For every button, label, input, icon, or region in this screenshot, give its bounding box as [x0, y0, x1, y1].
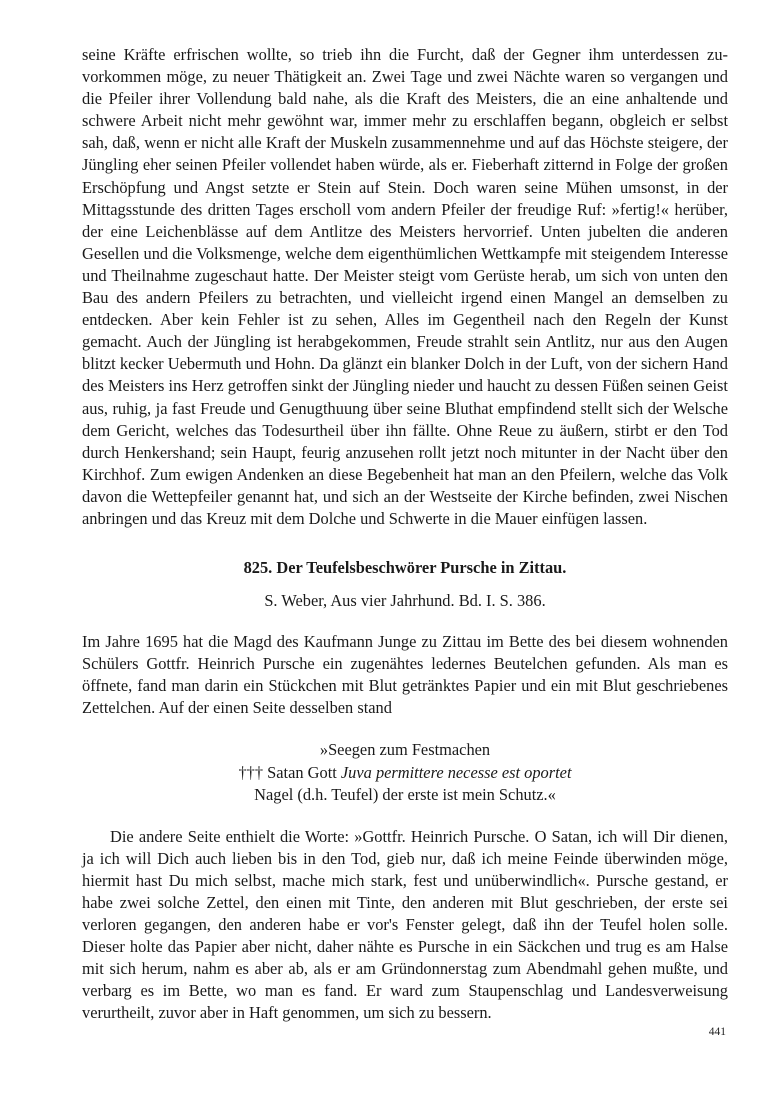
verse-line-2-plain: ††† Satan Gott	[238, 762, 341, 782]
verse-line-1: »Seegen zum Festmachen	[319, 740, 491, 760]
verse-line-2	[82, 762, 728, 784]
section-closing-paragraph: Die andere Seite enthielt die Worte: »Gottfr. Heinrich Pursche. O Satan, ich will Dir dienen, ja ich will Dich auch lieben bis in den Tod, gieb nur, daß ich meine Feinde überwinden möge, hiermit hast Du mich selbst, mache mich stark, fest und unüberwindlich«. Pursche gestand, er habe zwei solche Zettel, den einen mit Tinte, den anderen mit Blut geschrieben, der erste sei verloren gegangen, den anderen habe er vor's Fenster gelegt, daß ihn der Teufel holen solle. Dieser holte das Papier aber nicht, daher nähte es Pursche in ein Säckchen und trug es am Halse mit sich herum, nahm es aber ab, als er am Gründonnerstag zum Abendmahl gehen mußte, und verbarg es im Bette, wo man es fand. Er ward zum Staupenschlag und Landesverweisung verurtheilt, zuvor aber in Haft genommen, um sich zu bessern.	[82, 826, 728, 1023]
section-title: 825. Der Teufelsbeschwörer Pursche in Zittau.	[243, 558, 567, 578]
section-intro-paragraph: Im Jahre 1695 hat die Magd des Kaufmann Junge zu Zittau im Bette des bei diesem wohnenden Schülers Gottfr. Heinrich Pursche ein zugenähtes ledernes Beutelchen gefunden. Als man es öffnete, fand man darin ein Stückchen mit Blut getränktes Papier und ein mit Blut geschriebenes Zettelchen. Auf der einen Seite desselben stand	[82, 632, 728, 718]
page-body	[82, 44, 728, 1025]
continued-paragraph: seine Kräfte erfrischen wollte, so trieb ihn die Furcht, daß der Gegner ihm unterdessen zuvorkommen möge, zu neuer Thätigkeit an. Zwei Tage und zwei Nächte waren so vergangen und die Pfeiler ihrer Vollendung bald nahe, als die Kraft des Meisters, die an eine anhaltende und schwere Arbeit nicht mehr gewöhnt war, immer mehr zu erschlaffen begann, obgleich er selbst sah, daß, wenn er nicht alle Kraft der Muskeln zusammennehme und auf das Höchste steigere, der Jüngling eher seinen Pfeiler vollendet haben würde, als er. Fieberhaft zitternd in Folge der großen Erschöpfung und Angst setzte er Stein auf Stein. Doch waren seine Mühen umsonst, in der Mittagsstunde des dritten Tages erscholl vom andern Pfeiler der freudige Ruf: »fertig!« herüber, der eine Leichenblässe auf dem Antlitze des Meisters hervorrief. Unten jubelten die anderen Gesellen und die Volksmenge, welche dem eigenthümlichen Wettkampfe mit steigendem Interesse und Theilnahme zugeschaut hatte. Der Meister steigt vom Gerüste herab, um sich von unten den Bau des andern Pfeilers zu betrachten, und vielleicht irgend einen Mangel an demselben zu entdecken. Aber kein Fehler ist zu sehen, Alles im Gegentheil nach den Regeln der Kunst gemacht. Auch der Jüngling ist herabgekommen, Freude strahlt sein Antlitz, nur aus den Augen blitzt kecker Uebermuth und Hohn. Da glänzt ein blanker Dolch in der Luft, von der sichern Hand des Meisters ins Herz getroffen sinkt der Jüngling nieder und haucht zu dessen Füßen seinen Geist aus, ruhig, ja fast Freude und Genugthuung über seine Bluthat empfindend stellt sich der Welsche dem Gericht, welches das Todesurtheil über ihn fällte. Ohne Reue zu äußern, stirbt er den Tod durch Henkershand; sein Haupt, feurig anzusehen rollt jetzt noch mitunter in der Nacht über den Kirchhof. Zum ewigen Andenken an diese Begebenheit hat man an den Pfeilern, welche das Volk davon die Wettepfeiler genannt hat, und sich an der Westseite der Kirche befinden, zwei Nischen anbringen und das Kreuz mit dem Dolche und Schwerte in die Mauer einfügen lassen.	[82, 45, 728, 528]
verse-line-2-italic: Juva permittere necesse est oportet	[340, 762, 572, 782]
page-number: 441	[708, 1026, 726, 1038]
verse-line-3: Nagel (d.h. Teufel) der erste ist mein Schutz.«	[254, 784, 556, 804]
section-source: S. Weber, Aus vier Jahrhund. Bd. I. S. 386.	[264, 591, 546, 611]
quoted-verse	[82, 739, 728, 805]
